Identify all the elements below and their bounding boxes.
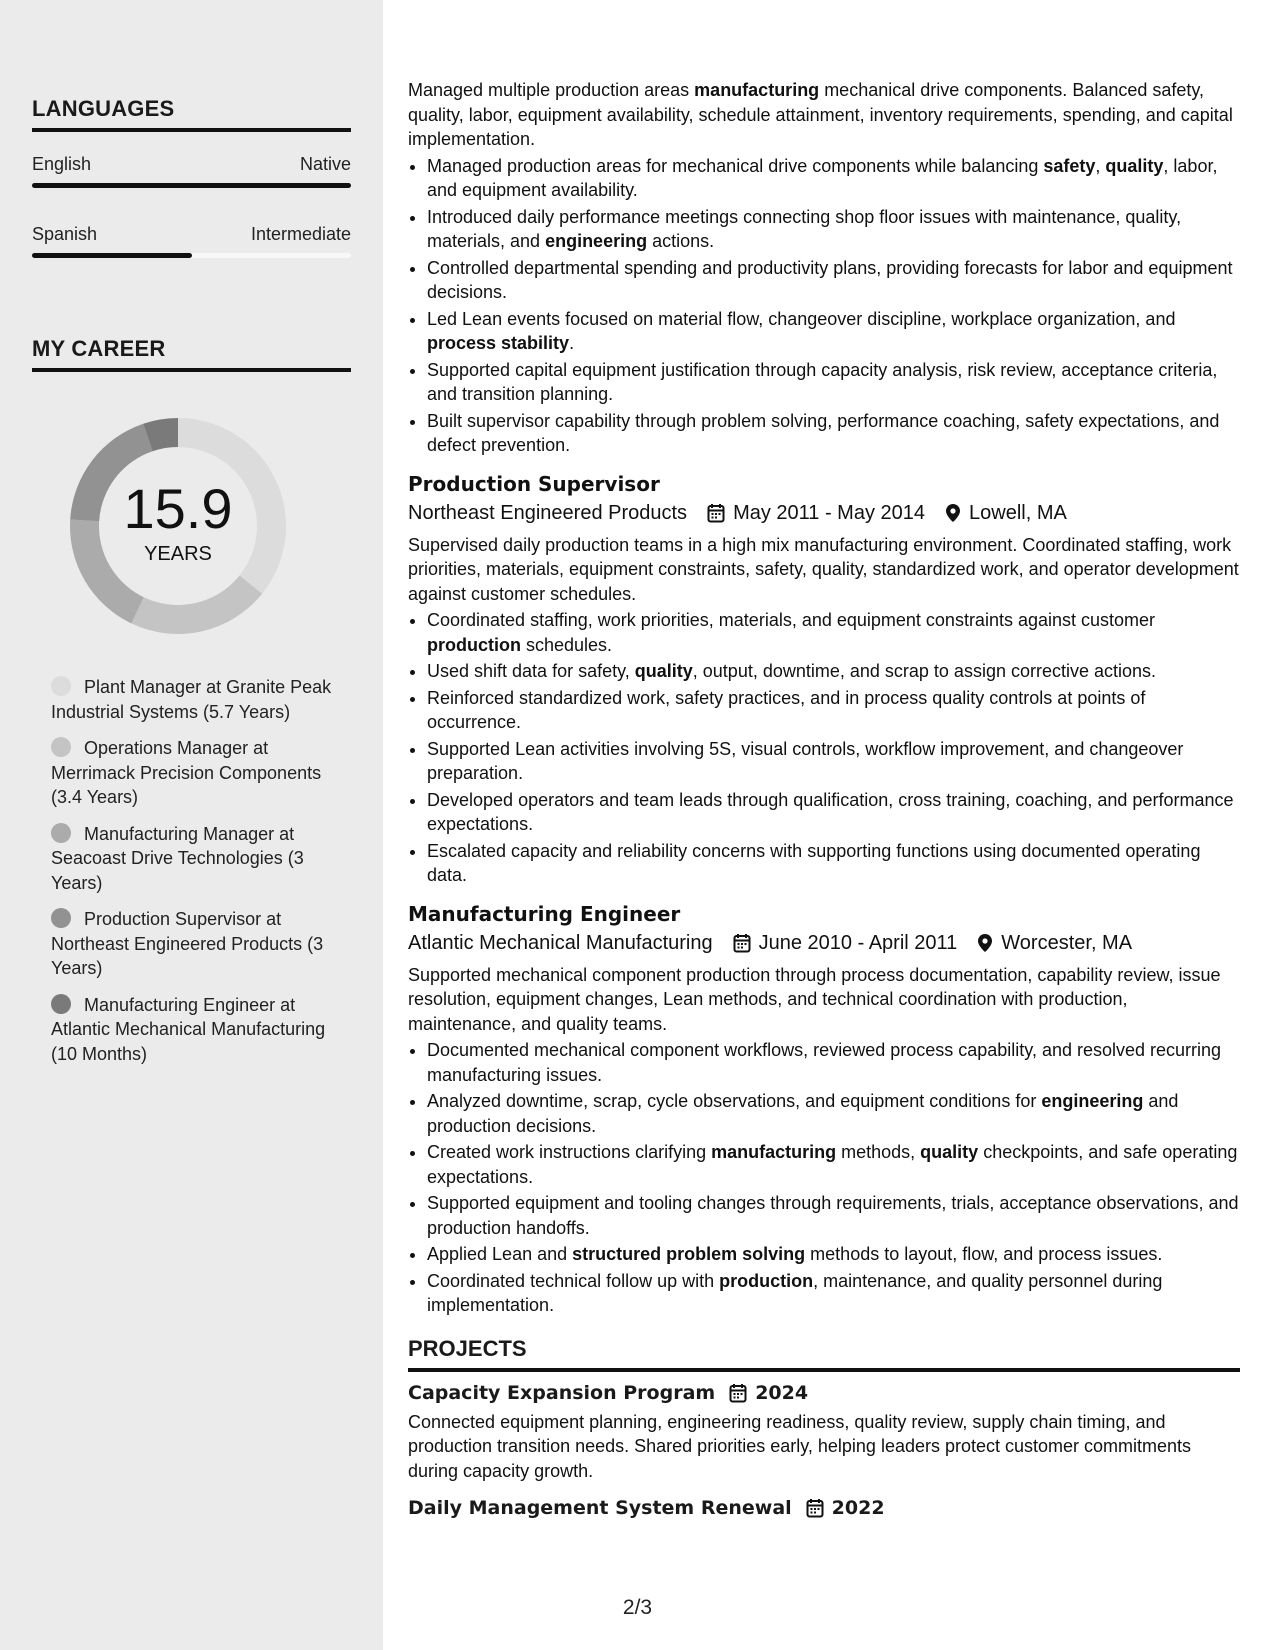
language-proficiency-bar — [32, 253, 351, 258]
language-proficiency-fill — [32, 253, 192, 258]
location-pin-icon — [945, 503, 961, 523]
bullet-item: • Created work instructions clarifying manufacturing methods, quality checkpoints, and safe operating expectations. — [427, 1140, 1240, 1189]
job-company: Atlantic Mechanical Manufacturing — [408, 931, 713, 954]
main-content — [408, 78, 1240, 1525]
legend-swatch — [51, 823, 71, 843]
legend-swatch — [51, 737, 71, 757]
bullet-item: • Analyzed downtime, scrap, cycle observations, and equipment conditions for engineering and production decisions. — [427, 1089, 1240, 1138]
project-title: Capacity Expansion Program — [408, 1381, 716, 1404]
legend-label: Manufacturing Engineer at Atlantic Mechanical Manufacturing (10 Months) — [51, 994, 326, 1064]
career-donut-chart — [65, 413, 291, 639]
job-dates: June 2010 - April 2011 — [758, 931, 958, 954]
language-name: Spanish — [32, 224, 98, 244]
project-description: Connected equipment planning, engineering readiness, quality review, supply chain timing, and production transition needs. Shared priorities early, helping leaders protect customer commitments during capacity growth. — [408, 1411, 1192, 1481]
sidebar — [0, 0, 383, 1650]
project-year: 2024 — [755, 1381, 809, 1404]
calendar-icon — [707, 503, 725, 523]
page-number: 2/3 — [622, 1596, 653, 1619]
legend-swatch — [51, 994, 71, 1014]
calendar-icon — [806, 1498, 824, 1518]
project-entry — [408, 1382, 1240, 1484]
projects-heading: PROJECTS — [408, 1336, 1240, 1372]
project-header — [408, 1497, 1240, 1519]
calendar-icon — [733, 933, 751, 953]
legend-label: Production Supervisor at Northeast Engineered Products (3 Years) — [51, 909, 324, 978]
bullet-item: • Controlled departmental spending and productivity plans, providing forecasts for labor and equipment decisions. — [427, 256, 1240, 305]
bullet-item: • Built supervisor capability through problem solving, performance coaching, safety expectations, and defect prevention. — [427, 409, 1240, 458]
language-item — [32, 154, 351, 188]
bullet-item: • Developed operators and team leads through qualification, cross training, coaching, and performance expectations. — [427, 788, 1240, 837]
job-company: Northeast Engineered Products — [408, 501, 688, 524]
language-proficiency-fill — [32, 183, 351, 188]
bullet-item: • Managed production areas for mechanical drive components while balancing safety, quality, labor, and equipment availability. — [427, 154, 1240, 203]
legend-item — [51, 993, 341, 1067]
career-legend — [51, 675, 341, 1078]
bullet-item: • Documented mechanical component workflows, reviewed process capability, and resolved recurring manufacturing issues. — [427, 1038, 1240, 1087]
languages-section — [32, 96, 351, 258]
job-meta — [408, 502, 1240, 525]
language-item — [32, 224, 351, 258]
job-title: Manufacturing Engineer — [408, 901, 681, 926]
career-heading: MY CAREER — [32, 336, 351, 372]
bullet-item: • Coordinated staffing, work priorities, materials, and equipment constraints against customer production schedules. — [427, 608, 1240, 657]
legend-item — [51, 675, 341, 724]
language-name: English — [32, 154, 92, 174]
job-entry — [408, 902, 1240, 1318]
legend-label: Operations Manager at Merrimack Precision Components (3.4 Years) — [51, 738, 322, 807]
location-pin-icon — [977, 933, 993, 953]
project-header — [408, 1382, 1240, 1404]
legend-item — [51, 822, 341, 896]
bullet-item: • Led Lean events focused on material flow, changeover discipline, workplace organization, and process stability. — [427, 307, 1240, 356]
job-meta — [408, 932, 1240, 955]
legend-swatch — [51, 676, 71, 696]
legend-item — [51, 907, 341, 981]
intro-summary: Managed multiple production areas manufacturing mechanical drive components. Balanced safety, quality, labor, equipment availability, schedule attainment, inventory requirements, spending, and capital implementation. — [408, 80, 1233, 149]
donut-center-label — [65, 413, 291, 639]
language-level: Intermediate — [250, 224, 351, 244]
job-location: Lowell, MA — [969, 501, 1067, 524]
job-summary: Supported mechanical component production through process documentation, capability review, issue resolution, equipment changes, Lean methods, and technical coordination with production, maintenance, and quality teams. — [408, 964, 1221, 1034]
language-level: Native — [299, 154, 351, 174]
legend-label: Plant Manager at Granite Peak Industrial Systems (5.7 Years) — [51, 677, 332, 722]
bullet-item: • Reinforced standardized work, safety practices, and in process quality controls at points of occurrence. — [427, 686, 1240, 735]
project-entry — [408, 1497, 1240, 1519]
project-title: Daily Management System Renewal — [408, 1497, 792, 1519]
bullet-item: • Escalated capacity and reliability concerns with supporting functions using documented operating data. — [427, 839, 1240, 888]
career-section — [32, 336, 351, 372]
bullet-item: • Used shift data for safety, quality, output, downtime, and scrap to assign corrective actions. — [427, 659, 1240, 684]
bullet-item: • Supported Lean activities involving 5S, visual controls, workflow improvement, and changeover preparation. — [427, 737, 1240, 786]
career-total-unit: YEARS — [144, 542, 212, 565]
intro-bullets — [408, 154, 1240, 458]
bullet-item: • Applied Lean and structured problem solving methods to layout, flow, and process issues. — [427, 1242, 1240, 1267]
career-total-value: 15.9 — [123, 476, 233, 540]
bullet-item: • Supported equipment and tooling changes through requirements, trials, acceptance observations, and production handoffs. — [427, 1191, 1240, 1240]
bullet-item: • Introduced daily performance meetings connecting shop floor issues with maintenance, quality, materials, and engineering actions. — [427, 205, 1240, 254]
job-title: Production Supervisor — [408, 471, 660, 496]
bullet-item: • Supported capital equipment justification through capacity analysis, risk review, acceptance criteria, and transition planning. — [427, 358, 1240, 407]
language-proficiency-bar — [32, 183, 351, 188]
legend-label: Manufacturing Manager at Seacoast Drive Technologies (3 Years) — [51, 823, 304, 893]
legend-swatch — [51, 908, 71, 928]
job-dates: May 2011 - May 2014 — [733, 501, 926, 524]
job-location: Worcester, MA — [1001, 931, 1133, 954]
job-bullets — [408, 608, 1240, 888]
languages-heading: LANGUAGES — [32, 96, 351, 132]
legend-item — [51, 736, 341, 810]
job-entry — [408, 472, 1240, 888]
job-bullets — [408, 1038, 1240, 1318]
bullet-item: • Coordinated technical follow up with production, maintenance, and quality personnel during implementation. — [427, 1269, 1240, 1318]
project-year: 2022 — [831, 1497, 885, 1519]
job-summary: Supervised daily production teams in a high mix manufacturing environment. Coordinated staffing, work priorities, materials, equipment constraints, safety, quality, standardized work, and operator development against customer schedules. — [408, 534, 1239, 604]
calendar-icon — [729, 1383, 747, 1403]
